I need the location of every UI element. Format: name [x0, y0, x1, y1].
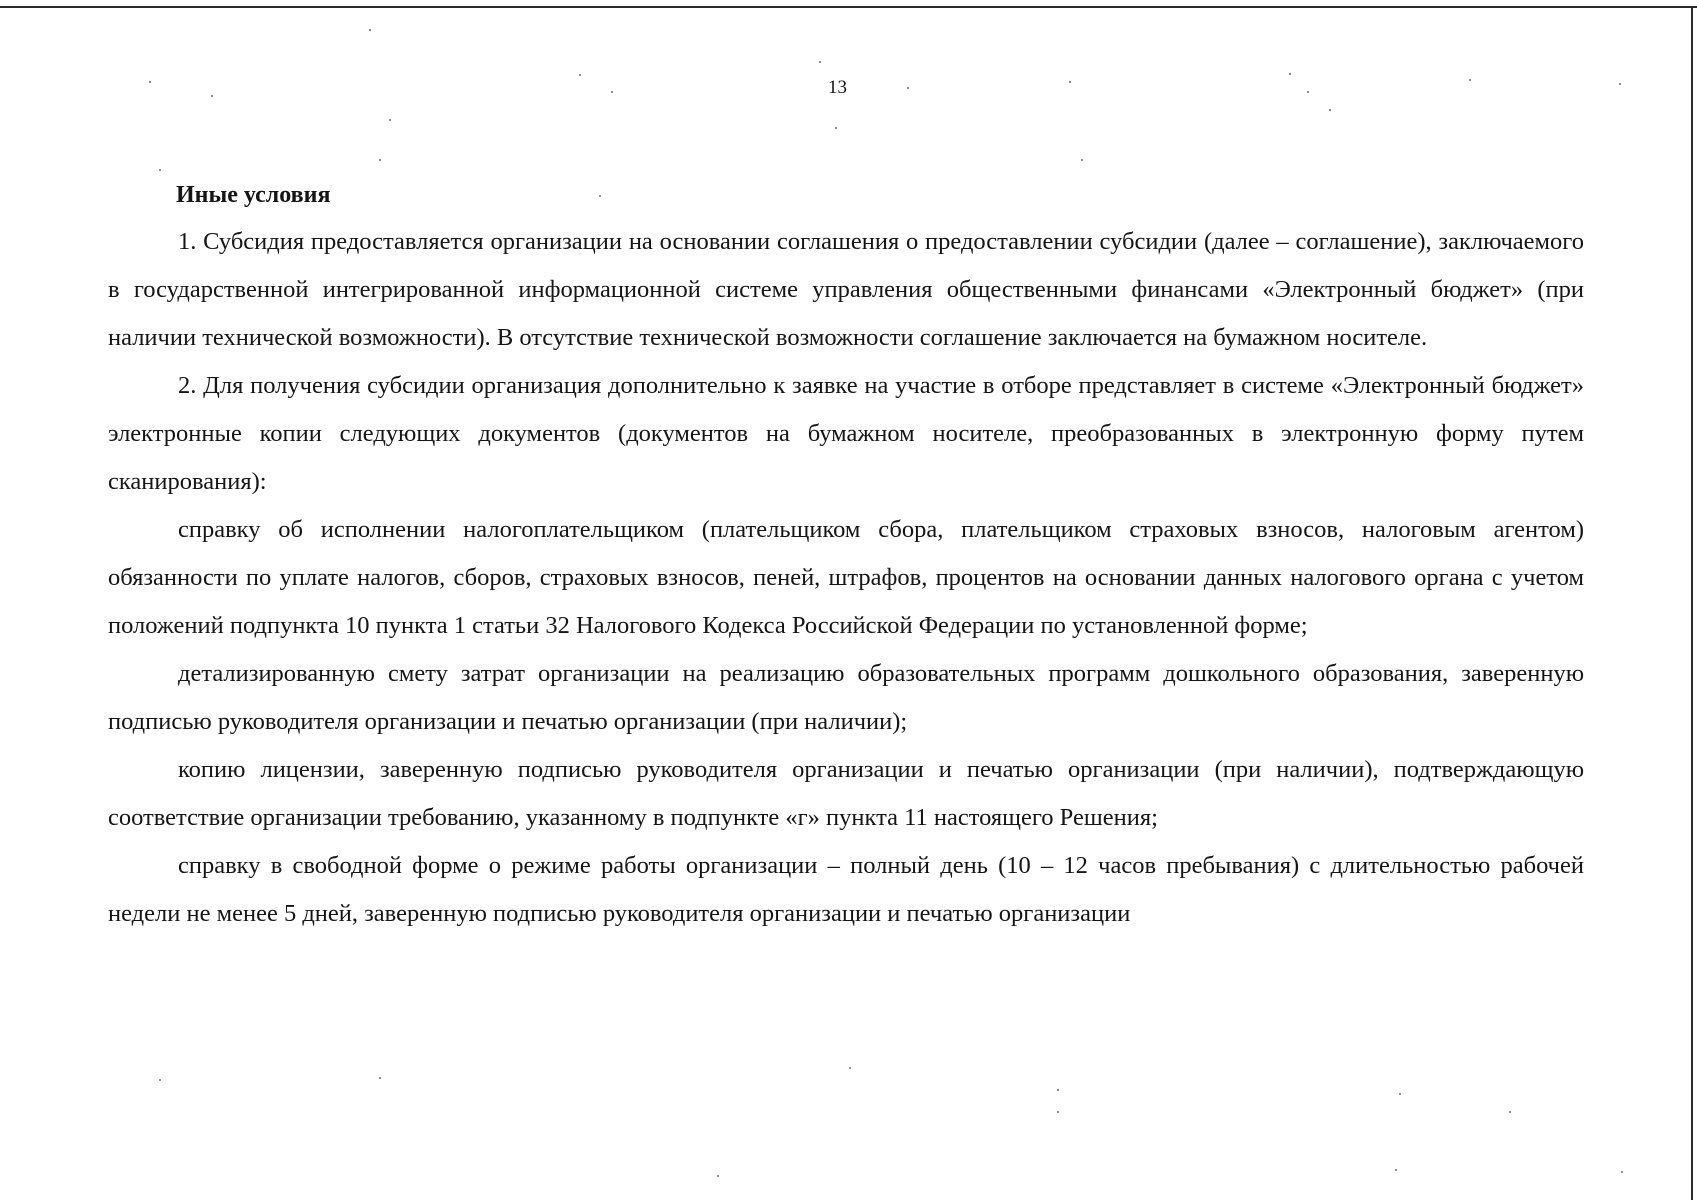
paragraph: справку об исполнении налогоплательщиком (плательщиком сбора, плательщиком страховых взносов, налоговым агентом) обязанности по уплате налогов, сборов, страховых взносов, пеней, штрафов, процентов на основании данных налогового органа с учетом положений подпункта 10 пункта 1 статьи 32 Налогового Кодекса Российской Федерации по установленной форме;: [108, 516, 1584, 639]
paragraph: справку в свободной форме о режиме работы организации – полный день (10 – 12 часов пребывания) с длительностью рабочей недели не менее 5 дней, заверенную подписью руководителя организации и печатью организации: [108, 852, 1584, 927]
paragraph: детализированную смету затрат организации на реализацию образовательных программ дошкольного образования, заверенную подписью руководителя организации и печатью организации (при наличии);: [108, 660, 1584, 735]
document-body: [108, 218, 1584, 938]
paragraph: копию лицензии, заверенную подписью руководителя организации и печатью организации (при наличии), подтверждающую соответствие организации требованию, указанному в подпункте «г» пункта 11 настоящего Решения;: [108, 756, 1584, 831]
scan-right-border: [1691, 6, 1693, 1200]
scan-top-border: [0, 6, 1697, 8]
section-heading: Иные условия: [176, 182, 331, 208]
page-number: 13: [828, 77, 847, 98]
paragraph: 1. Субсидия предоставляется организации на основании соглашения о предоставлении субсидии (далее – соглашение), заключаемого в государственной интегрированной информационной системе управления общественными финансами «Электронный бюджет» (при наличии технической возможности). В отсутствие технической возможности соглашение заключается на бумажном носителе.: [108, 228, 1584, 351]
paragraph: 2. Для получения субсидии организация дополнительно к заявке на участие в отборе представляет в системе «Электронный бюджет» электронные копии следующих документов (документов на бумажном носителе, преобразованных в электронную форму путем сканирования):: [108, 372, 1584, 495]
